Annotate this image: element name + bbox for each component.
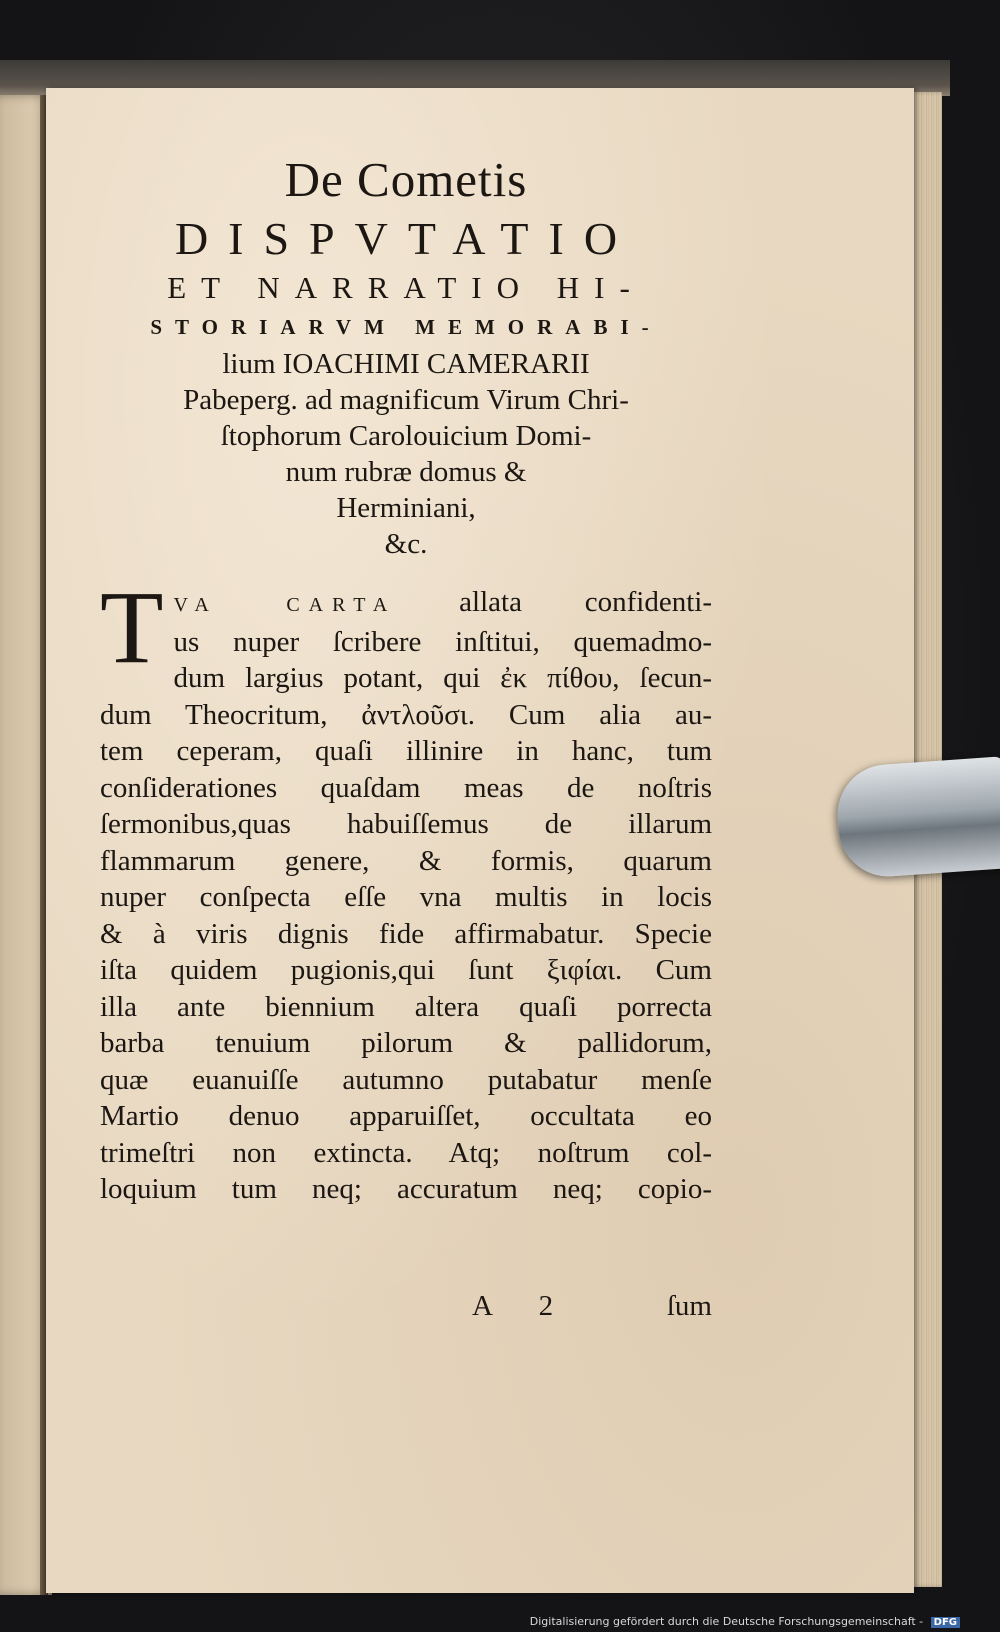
subtitle-line-2: ET NARRATIO HI- <box>167 270 645 305</box>
page-clip <box>834 756 1000 880</box>
subtitle-line-3: STORIARVM MEMORABI- <box>150 315 662 339</box>
drop-cap: T <box>100 570 164 685</box>
body-line: dum largius potant, qui ἐκ πίθου, ſecun- <box>173 662 712 694</box>
body-line: barba tenuium pilorum & pallidorum, <box>100 1027 712 1059</box>
body-line: ſermonibus,quas habuiſſemus de illarum <box>100 808 712 840</box>
body-line: Martio denuo apparuiſſet, occultata eo <box>100 1100 712 1132</box>
subtitle-line-8: Herminiani, <box>336 492 476 524</box>
subtitle-line-4: lium IOACHIMI CAMERARII <box>222 348 590 380</box>
dfg-logo: DFG <box>931 1617 960 1628</box>
body-line: illa ante biennium altera quaſi porrecta <box>100 990 712 1023</box>
body-line: dum Theocritum, ἀντλοῦσι. Cum alia au- <box>100 698 712 731</box>
subtitle-line-6: ſtophorum Carolouicium Domi- <box>220 420 592 452</box>
body-line: conſiderationes quaſdam meas de noſtris <box>100 771 712 804</box>
body-line: flammarum genere, & formis, quarum <box>100 844 712 877</box>
body-line-first <box>100 584 712 624</box>
body-line: loquium tum neq; accuratum neq; copio- <box>100 1173 712 1205</box>
subtitle-line-7: num rubræ domus & <box>285 456 527 488</box>
body-line: quæ euanuiſſe autumno putabatur menſe <box>100 1063 712 1096</box>
subtitle-line-1: DISPVTATIO <box>174 213 638 264</box>
first-line-rest: allata confidenti- <box>459 586 713 618</box>
body-line: nuper conſpecta eſſe vna multis in locis <box>100 881 712 913</box>
signature-mark: A 2 <box>472 1290 574 1322</box>
credit-text: Digitalisierung gefördert durch die Deutsche Forschungsgemeinschaft - <box>529 1615 924 1628</box>
first-line-lead: VA CARTA <box>173 594 397 616</box>
body-line: iſta quidem pugionis,qui ſunt ξιφίαι. Cum <box>100 954 712 986</box>
catchword: ſum <box>666 1290 712 1322</box>
subtitle-line-9: &c. <box>384 528 428 560</box>
body-line: tem ceperam, quaſi illinire in hanc, tum <box>100 735 712 767</box>
digitization-credit <box>530 1615 960 1628</box>
body-line: & à viris dignis fide affirmabatur. Specie <box>100 917 712 950</box>
body-text <box>100 570 713 1208</box>
page-text <box>100 150 712 1208</box>
page-title: De Cometis <box>284 152 528 207</box>
body-line: trimeſtri non extincta. Atq; noſtrum col- <box>100 1136 712 1169</box>
body-line: us nuper ſcribere inſtitui, quemadmo- <box>173 625 712 658</box>
subtitle-line-5: Pabeperg. ad magnificum Virum Chri- <box>183 384 629 416</box>
